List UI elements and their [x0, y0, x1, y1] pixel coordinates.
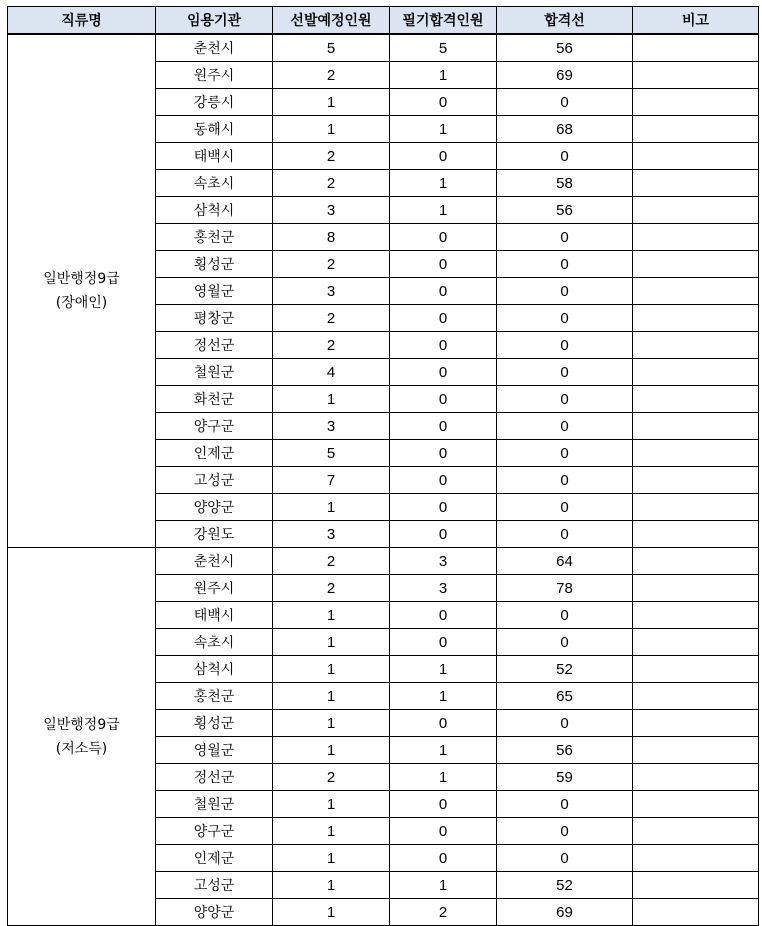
agency-cell: 양양군 [156, 494, 273, 521]
agency-cell: 인제군 [156, 440, 273, 467]
planned-count-cell: 1 [273, 629, 390, 656]
table-row [8, 548, 759, 575]
cutoff-score-cell: 56 [497, 737, 633, 764]
note-cell [633, 386, 759, 413]
agency-cell: 영월군 [156, 737, 273, 764]
cutoff-score-cell: 0 [497, 359, 633, 386]
cutoff-score-cell: 0 [497, 386, 633, 413]
note-cell [633, 872, 759, 899]
passed-count-cell: 1 [390, 764, 497, 791]
cutoff-score-cell: 78 [497, 575, 633, 602]
note-cell [633, 710, 759, 737]
agency-cell: 평창군 [156, 305, 273, 332]
job-category-cell [8, 548, 156, 926]
passed-count-cell: 0 [390, 89, 497, 116]
note-cell [633, 791, 759, 818]
table-header [8, 7, 759, 35]
agency-cell: 인제군 [156, 845, 273, 872]
agency-cell: 정선군 [156, 764, 273, 791]
cutoff-score-cell: 58 [497, 170, 633, 197]
agency-cell: 원주시 [156, 575, 273, 602]
passed-count-cell: 0 [390, 494, 497, 521]
note-cell [633, 278, 759, 305]
agency-cell: 홍천군 [156, 224, 273, 251]
planned-count-cell: 1 [273, 386, 390, 413]
note-cell [633, 89, 759, 116]
planned-count-cell: 1 [273, 737, 390, 764]
cutoff-score-cell: 64 [497, 548, 633, 575]
agency-cell: 철원군 [156, 359, 273, 386]
header-planned-count: 선발예정인원 [273, 7, 390, 35]
planned-count-cell: 1 [273, 494, 390, 521]
note-cell [633, 494, 759, 521]
note-cell [633, 116, 759, 143]
agency-cell: 삼척시 [156, 656, 273, 683]
planned-count-cell: 4 [273, 359, 390, 386]
passed-count-cell: 1 [390, 737, 497, 764]
note-cell [633, 467, 759, 494]
note-cell [633, 737, 759, 764]
cutoff-score-cell: 52 [497, 656, 633, 683]
passed-count-cell: 1 [390, 197, 497, 224]
planned-count-cell: 3 [273, 413, 390, 440]
passed-count-cell: 1 [390, 116, 497, 143]
passed-count-cell: 0 [390, 602, 497, 629]
note-cell [633, 224, 759, 251]
note-cell [633, 440, 759, 467]
note-cell [633, 359, 759, 386]
agency-cell: 강릉시 [156, 89, 273, 116]
agency-cell: 고성군 [156, 872, 273, 899]
planned-count-cell: 1 [273, 602, 390, 629]
cutoff-score-cell: 0 [497, 251, 633, 278]
agency-cell: 삼척시 [156, 197, 273, 224]
passed-count-cell: 0 [390, 845, 497, 872]
cutoff-score-cell: 0 [497, 710, 633, 737]
passed-count-cell: 0 [390, 359, 497, 386]
agency-cell: 동해시 [156, 116, 273, 143]
planned-count-cell: 2 [273, 62, 390, 89]
planned-count-cell: 2 [273, 305, 390, 332]
agency-cell: 횡성군 [156, 710, 273, 737]
planned-count-cell: 5 [273, 34, 390, 62]
passed-count-cell: 0 [390, 521, 497, 548]
header-agency: 임용기관 [156, 7, 273, 35]
passed-count-cell: 0 [390, 305, 497, 332]
header-row [8, 7, 759, 35]
job-category-name: 일반행정9급 [43, 271, 120, 287]
passed-count-cell: 0 [390, 278, 497, 305]
agency-cell: 양구군 [156, 413, 273, 440]
planned-count-cell: 2 [273, 575, 390, 602]
agency-cell: 철원군 [156, 791, 273, 818]
note-cell [633, 602, 759, 629]
note-cell [633, 197, 759, 224]
passed-count-cell: 1 [390, 656, 497, 683]
job-category-type: (장애인) [55, 295, 108, 311]
passed-count-cell: 0 [390, 386, 497, 413]
cutoff-score-cell: 65 [497, 683, 633, 710]
note-cell [633, 845, 759, 872]
agency-cell: 춘천시 [156, 548, 273, 575]
agency-cell: 강원도 [156, 521, 273, 548]
cutoff-score-cell: 68 [497, 116, 633, 143]
cutoff-score-cell: 0 [497, 467, 633, 494]
note-cell [633, 170, 759, 197]
job-category-cell [8, 34, 156, 548]
passed-count-cell: 2 [390, 899, 497, 926]
planned-count-cell: 1 [273, 116, 390, 143]
passed-count-cell: 0 [390, 413, 497, 440]
header-cutoff-score: 합격선 [497, 7, 633, 35]
cutoff-score-cell: 0 [497, 332, 633, 359]
planned-count-cell: 1 [273, 89, 390, 116]
agency-cell: 속초시 [156, 629, 273, 656]
passed-count-cell: 0 [390, 791, 497, 818]
agency-cell: 속초시 [156, 170, 273, 197]
planned-count-cell: 1 [273, 899, 390, 926]
results-table [7, 6, 759, 926]
note-cell [633, 899, 759, 926]
note-cell [633, 413, 759, 440]
note-cell [633, 818, 759, 845]
passed-count-cell: 5 [390, 34, 497, 62]
agency-cell: 횡성군 [156, 251, 273, 278]
agency-cell: 태백시 [156, 143, 273, 170]
cutoff-score-cell: 0 [497, 791, 633, 818]
passed-count-cell: 0 [390, 251, 497, 278]
table-row [8, 34, 759, 62]
cutoff-score-cell: 52 [497, 872, 633, 899]
planned-count-cell: 7 [273, 467, 390, 494]
planned-count-cell: 1 [273, 710, 390, 737]
passed-count-cell: 0 [390, 440, 497, 467]
planned-count-cell: 2 [273, 170, 390, 197]
note-cell [633, 548, 759, 575]
cutoff-score-cell: 0 [497, 305, 633, 332]
agency-cell: 영월군 [156, 278, 273, 305]
note-cell [633, 656, 759, 683]
agency-cell: 정선군 [156, 332, 273, 359]
cutoff-score-cell: 0 [497, 143, 633, 170]
agency-cell: 춘천시 [156, 34, 273, 62]
note-cell [633, 62, 759, 89]
cutoff-score-cell: 0 [497, 89, 633, 116]
passed-count-cell: 0 [390, 818, 497, 845]
agency-cell: 양구군 [156, 818, 273, 845]
cutoff-score-cell: 0 [497, 413, 633, 440]
header-note: 비고 [633, 7, 759, 35]
planned-count-cell: 3 [273, 278, 390, 305]
cutoff-score-cell: 0 [497, 494, 633, 521]
note-cell [633, 629, 759, 656]
job-category-type: (저소득) [55, 740, 108, 757]
planned-count-cell: 2 [273, 143, 390, 170]
agency-cell: 원주시 [156, 62, 273, 89]
passed-count-cell: 3 [390, 548, 497, 575]
passed-count-cell: 1 [390, 62, 497, 89]
planned-count-cell: 2 [273, 251, 390, 278]
planned-count-cell: 8 [273, 224, 390, 251]
planned-count-cell: 5 [273, 440, 390, 467]
planned-count-cell: 2 [273, 764, 390, 791]
agency-cell: 고성군 [156, 467, 273, 494]
cutoff-score-cell: 0 [497, 845, 633, 872]
cutoff-score-cell: 0 [497, 602, 633, 629]
cutoff-score-cell: 0 [497, 440, 633, 467]
cutoff-score-cell: 69 [497, 899, 633, 926]
header-job-category: 직류명 [8, 7, 156, 35]
planned-count-cell: 3 [273, 197, 390, 224]
planned-count-cell: 2 [273, 548, 390, 575]
agency-cell: 홍천군 [156, 683, 273, 710]
note-cell [633, 332, 759, 359]
planned-count-cell: 2 [273, 332, 390, 359]
planned-count-cell: 1 [273, 872, 390, 899]
note-cell [633, 34, 759, 62]
planned-count-cell: 1 [273, 818, 390, 845]
agency-cell: 태백시 [156, 602, 273, 629]
table-body [8, 34, 759, 926]
note-cell [633, 251, 759, 278]
passed-count-cell: 1 [390, 683, 497, 710]
note-cell [633, 305, 759, 332]
cutoff-score-cell: 0 [497, 521, 633, 548]
passed-count-cell: 0 [390, 629, 497, 656]
cutoff-score-cell: 56 [497, 34, 633, 62]
passed-count-cell: 1 [390, 170, 497, 197]
cutoff-score-cell: 0 [497, 818, 633, 845]
note-cell [633, 521, 759, 548]
planned-count-cell: 3 [273, 521, 390, 548]
passed-count-cell: 0 [390, 332, 497, 359]
planned-count-cell: 1 [273, 845, 390, 872]
cutoff-score-cell: 0 [497, 224, 633, 251]
note-cell [633, 143, 759, 170]
header-passed-count: 필기합격인원 [390, 7, 497, 35]
note-cell [633, 764, 759, 791]
planned-count-cell: 1 [273, 683, 390, 710]
cutoff-score-cell: 69 [497, 62, 633, 89]
passed-count-cell: 3 [390, 575, 497, 602]
passed-count-cell: 1 [390, 872, 497, 899]
cutoff-score-cell: 0 [497, 629, 633, 656]
job-category-name: 일반행정9급 [43, 716, 120, 733]
planned-count-cell: 1 [273, 656, 390, 683]
passed-count-cell: 0 [390, 224, 497, 251]
note-cell [633, 683, 759, 710]
passed-count-cell: 0 [390, 710, 497, 737]
agency-cell: 화천군 [156, 386, 273, 413]
passed-count-cell: 0 [390, 467, 497, 494]
cutoff-score-cell: 56 [497, 197, 633, 224]
passed-count-cell: 0 [390, 143, 497, 170]
note-cell [633, 575, 759, 602]
cutoff-score-cell: 0 [497, 278, 633, 305]
planned-count-cell: 1 [273, 791, 390, 818]
cutoff-score-cell: 59 [497, 764, 633, 791]
agency-cell: 양양군 [156, 899, 273, 926]
